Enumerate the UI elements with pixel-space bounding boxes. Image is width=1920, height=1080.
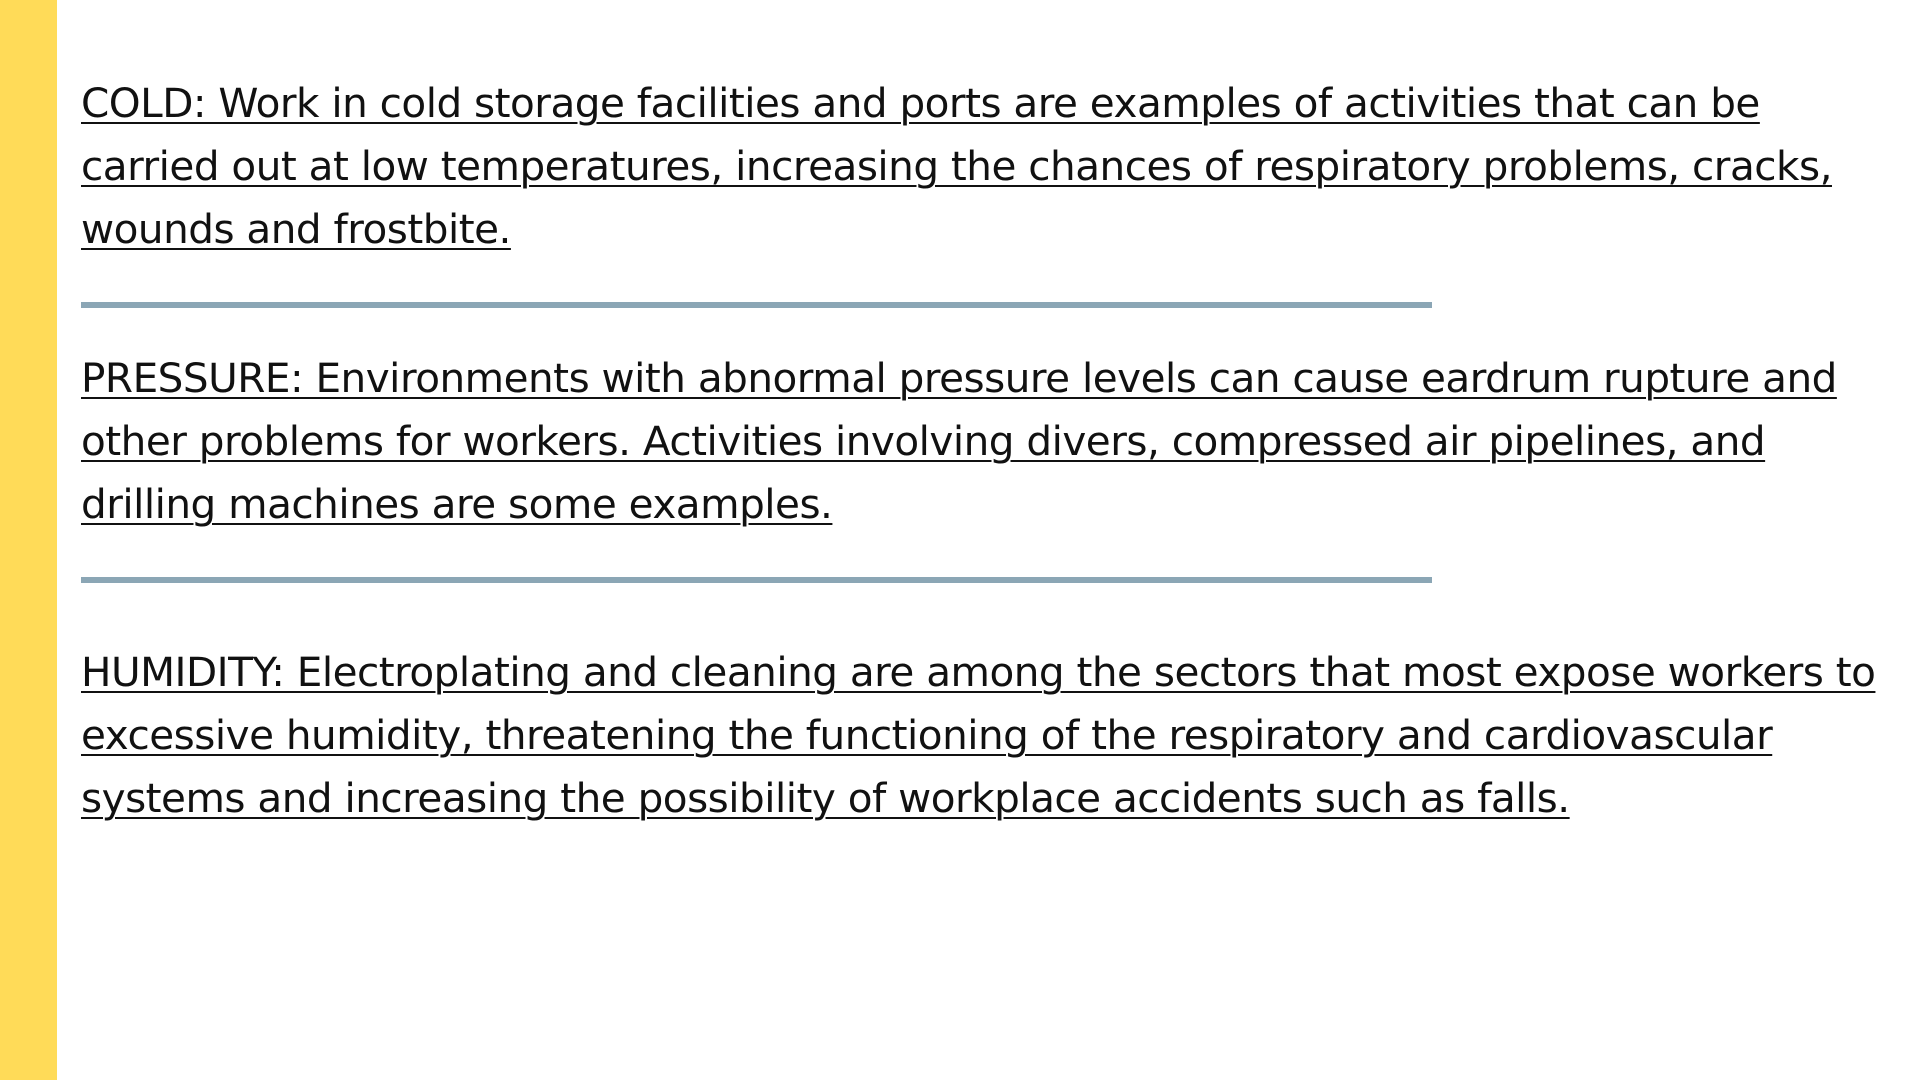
pressure-paragraph: PRESSURE: Environments with abnormal pressure levels can cause eardrum rupture and other problems for workers. Activities involving divers, compressed air pipelines, and drilling machines are some examples. <box>81 354 1837 528</box>
accent-bar <box>0 0 57 1080</box>
section-divider <box>81 577 1432 583</box>
cold-paragraph: COLD: Work in cold storage facilities and ports are examples of activities that can be carried out at low temperatures, increasing the chances of respiratory problems, cracks, wounds and frostbite. <box>81 79 1832 253</box>
section-divider <box>81 302 1432 308</box>
content-area <box>81 0 1881 1080</box>
humidity-paragraph: HUMIDITY: Electroplating and cleaning are among the sectors that most expose workers to excessive humidity, threatening the functioning of the respiratory and cardiovascular systems and increasing the possibility of workplace accidents such as falls. <box>81 648 1876 822</box>
